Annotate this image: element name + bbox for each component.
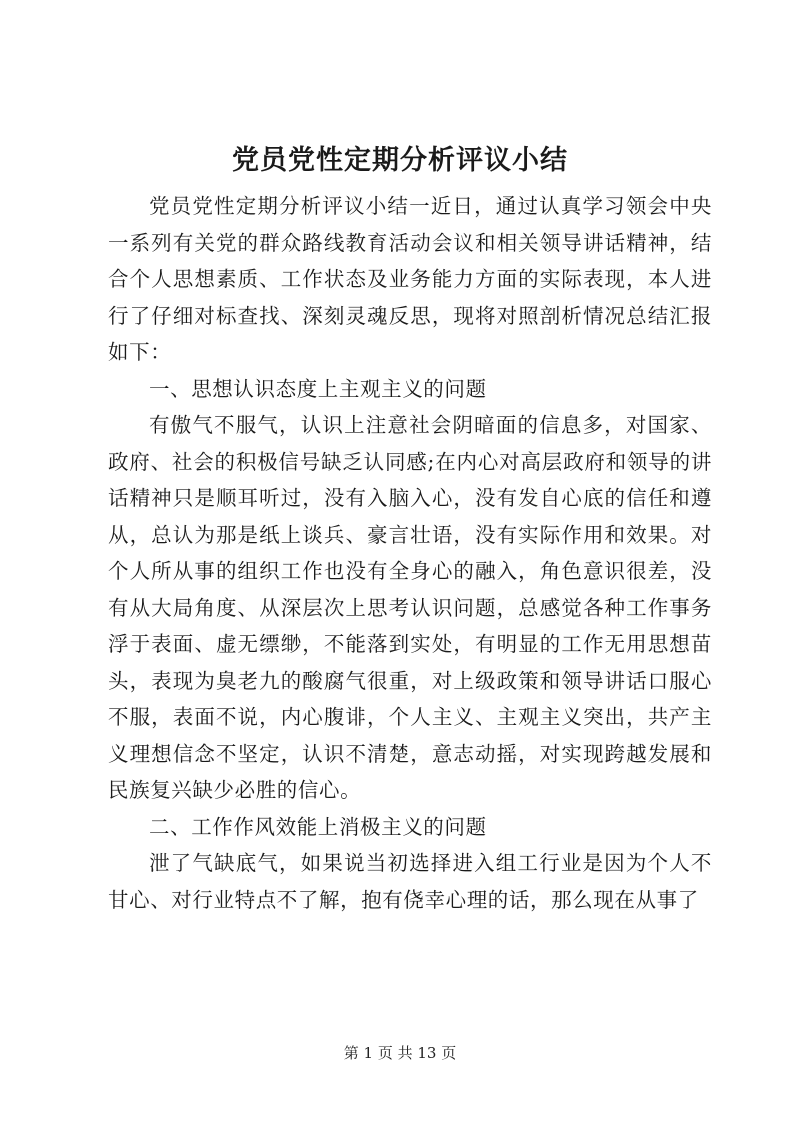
body-paragraph-2: 泄了气缺底气，如果说当初选择进入组工行业是因为个人不甘心、对行业特点不了解，抱有侥幸心理的话，那么现在从事了 (108, 851, 712, 912)
body-paragraph-1: 有傲气不服气，认识上注意社会阴暗面的信息多，对国家、政府、社会的积极信号缺乏认同感;在内心对高层政府和领导的讲话精神只是顺耳听过，没有入脑入心，没有发自心底的信任和遵从，总认为那是纸上谈兵、豪言壮语，没有实际作用和效果。对个人所从事的组织工作也没有全身心的融入，角色意识很差，没有从大局角度、从深层次上思考认识问题，总感觉各种工作事务浮于表面、虚无缥缈，不能落到实处，有明显的工作无用思想苗头，表现为臭老九的酸腐气很重，对上级政策和领导讲话口服心不服，表面不说，内心腹诽，个人主义、主观主义突出，共产主义理想信念不坚定，认识不清楚，意志动摇，对实现跨越发展和民族复兴缺少必胜的信心。 (108, 413, 712, 802)
section-heading-1: 一、思想认识态度上主观主义的问题 (149, 376, 487, 401)
page-number-footer: 第 1 页 共 13 页 (343, 1044, 457, 1062)
document-body (108, 188, 712, 918)
intro-paragraph: 党员党性定期分析评议小结一近日，通过认真学习领会中央一系列有关党的群众路线教育活动会议和相关领导讲话精神，结合个人思想素质、工作状态及业务能力方面的实际表现，本人进行了仔细对标查找、深刻灵魂反思，现将对照剖析情况总结汇报如下： (108, 194, 712, 364)
section-heading-2: 二、工作作风效能上消极主义的问题 (149, 814, 487, 839)
page-title: 党员党性定期分析评议小结 (232, 145, 568, 176)
